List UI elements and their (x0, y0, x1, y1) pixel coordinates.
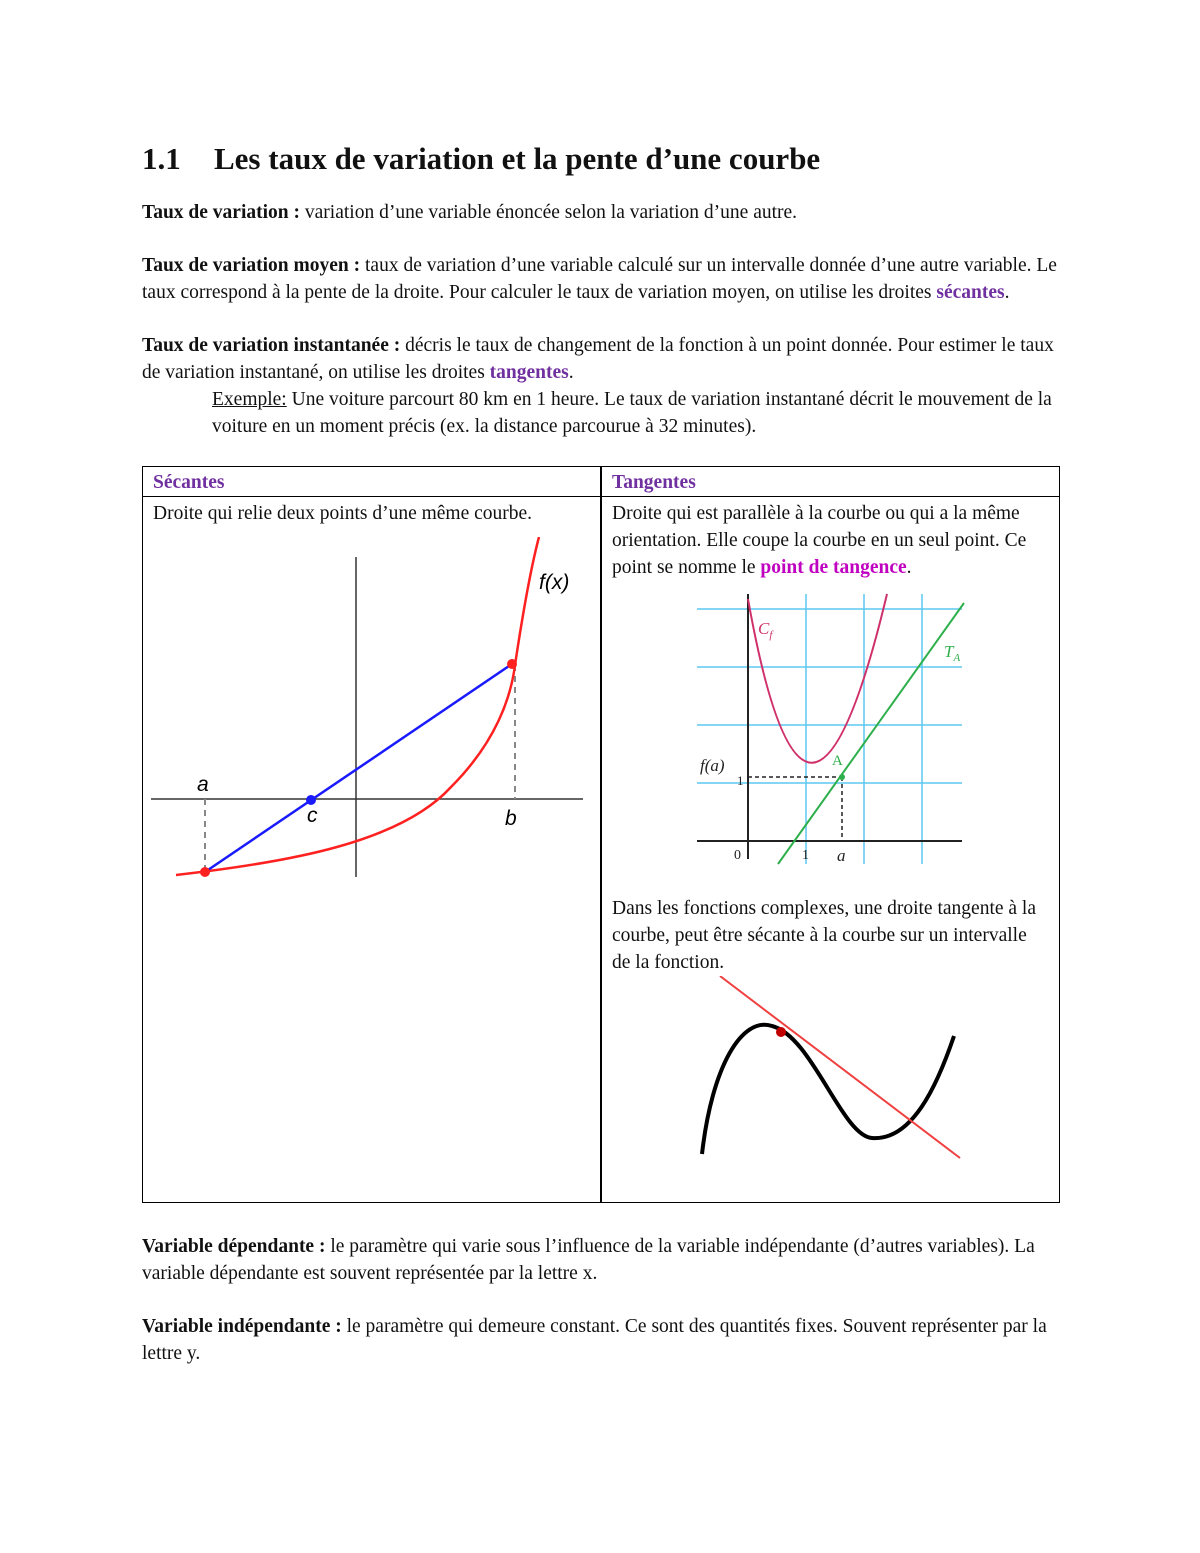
text-variable-independante: le paramètre qui demeure constant. Ce sont des quantités fixes. Souvent représenter par la lettre y. (142, 1316, 1047, 1365)
highlight-secantes: sécantes (936, 282, 1005, 304)
definition-taux-moyen (142, 252, 1062, 306)
term-variable-independante: Variable indépendante : (142, 1316, 342, 1338)
secantes-description: Droite qui relie deux points d’une même courbe. (153, 503, 533, 525)
point-a (200, 867, 210, 877)
tangent-secant-line (720, 976, 960, 1158)
label-ta: $T_A$ (944, 642, 961, 665)
tangentes-text: Droite qui est parallèle à la courbe ou qui a la même orientation. Elle coupe la courbe en un seul point. Ce point se nomme le (612, 503, 1027, 579)
secantes-heading: Sécantes (153, 472, 225, 494)
cubic-curve (702, 1025, 954, 1154)
highlight-tangentes: tangentes (489, 362, 569, 384)
example-paragraph (212, 386, 1062, 440)
text-taux-moyen: taux de variation d’une variable calculé sur un intervalle donnée d’une autre variable. Le taux correspond à la pente de la droite. Pour calculer le taux de variation moyen, on utilise les droites (142, 255, 1057, 304)
section-title: Les taux de variation et la pente d’une courbe (214, 141, 821, 176)
definition-variable-independante (142, 1313, 1062, 1367)
grid-lines (697, 594, 962, 864)
curve-label: f(x) (539, 571, 570, 595)
tick-y1: 1 (737, 773, 744, 789)
tick-origin: 0 (734, 848, 741, 864)
definition-taux-instantane (142, 332, 1062, 386)
section-number: 1.1 (142, 141, 181, 176)
label-fa: f(a) (700, 756, 725, 776)
secantes-header-cell (143, 467, 602, 497)
secant-graph (151, 537, 591, 897)
tangentes-cell (601, 497, 1060, 1203)
end-taux-instantane: . (568, 362, 574, 384)
highlight-point-tangence: point de tangence (760, 557, 907, 579)
secantes-cell (143, 497, 602, 1203)
label-point-a: A (832, 753, 843, 770)
tangent-grid-graph (682, 589, 972, 869)
term-taux-instantane: Taux de variation instantanée : (142, 335, 401, 357)
example-label: Exemple: (212, 389, 287, 411)
tangency-point (839, 774, 845, 780)
label-b: b (505, 807, 517, 831)
cubic-tangency-point (776, 1027, 786, 1037)
definition-taux-variation (142, 199, 1062, 226)
end-taux-moyen: . (1004, 282, 1010, 304)
section-heading (142, 140, 1062, 177)
term-taux-variation: Taux de variation : (142, 202, 301, 224)
definition-variable-dependante (142, 1233, 1062, 1287)
text-taux-variation: variation d’une variable énoncée selon la variation d’une autre. (300, 202, 798, 224)
point-b (507, 659, 517, 669)
text-variable-dependante: le paramètre qui varie sous l’influence de la variable indépendante (d’autres variables). La variable dépendante est souvent représentée par la lettre x. (142, 1236, 1035, 1285)
tick-x1: 1 (802, 848, 809, 864)
tick-a: a (837, 846, 846, 866)
label-cf: $C_f$ (758, 619, 773, 642)
term-variable-dependante: Variable dépendante : (142, 1236, 326, 1258)
label-c: c (307, 804, 318, 828)
document-page (142, 140, 1062, 1393)
example-text: Une voiture parcourt 80 km en 1 heure. Le taux de variation instantané décrit le mouvement de la voiture en un moment précis (ex. la distance parcourue à 32 minutes). (212, 389, 1052, 438)
term-taux-moyen: Taux de variation moyen : (142, 255, 361, 277)
tangentes-header-cell (601, 467, 1060, 497)
comparison-table (142, 466, 1060, 1203)
cubic-tangent-graph (692, 976, 992, 1166)
tangentes-end: . (906, 557, 912, 579)
function-curve (176, 537, 539, 875)
complex-functions-text: Dans les fonctions complexes, une droite tangente à la courbe, peut être sécante à la courbe sur un intervalle de la fonction. (612, 898, 1036, 974)
tangentes-heading: Tangentes (612, 472, 696, 494)
text-taux-instantane: décris le taux de changement de la fonction à un point donnée. Pour estimer le taux de variation instantané, on utilise les droites (142, 335, 1054, 384)
label-a: a (197, 773, 209, 797)
tangentes-description (612, 500, 1049, 581)
